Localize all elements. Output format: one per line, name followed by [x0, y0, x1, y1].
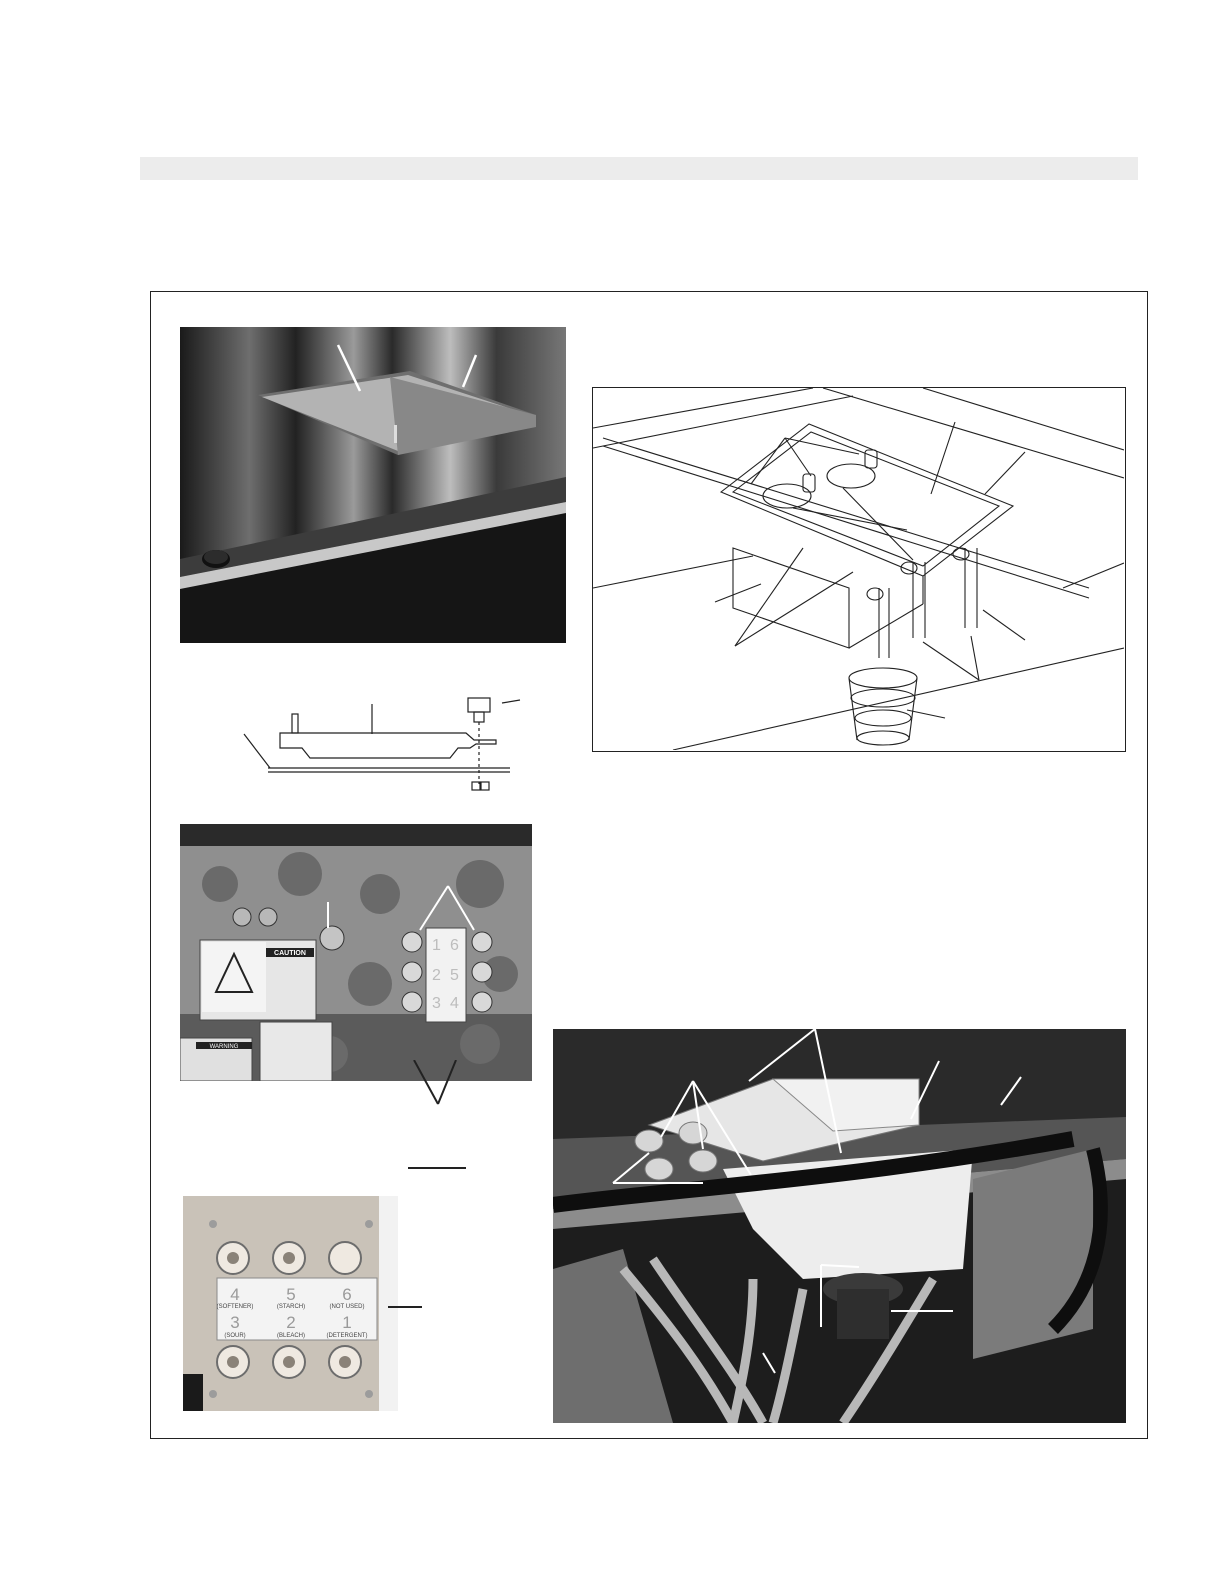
pump-label-5: 5: [286, 1285, 296, 1304]
diagram-lid-section: [240, 688, 530, 798]
photo-pump-label-closeup: [183, 1196, 398, 1411]
diagram-dispenser-assembly: [592, 387, 1126, 752]
panel-number-1: 1: [432, 937, 441, 954]
photo-pump-panel: [180, 824, 532, 1081]
photo-dispenser-installed: [553, 1029, 1126, 1423]
pump-label-leader: [388, 1302, 424, 1312]
pump-name-starch: (STARCH): [276, 1304, 306, 1310]
panel-number-5: 5: [450, 967, 459, 984]
panel-number-3: 3: [432, 995, 441, 1012]
panel-number-4: 4: [450, 995, 459, 1012]
section-header-bar: [140, 157, 1138, 180]
pump-label-6: 6: [342, 1285, 352, 1304]
pump-panel-leaders: [400, 1060, 500, 1180]
pump-label-4: 4: [230, 1285, 240, 1304]
pump-name-bleach: (BLEACH): [276, 1333, 306, 1339]
pump-label-1: 1: [342, 1313, 352, 1332]
caution-label: CAUTION: [274, 950, 306, 957]
photo-dispenser-lid: [180, 327, 566, 643]
pump-label-3: 3: [230, 1313, 240, 1332]
pump-name-softener: (SOFTENER): [216, 1304, 254, 1310]
warning-label: WARNING: [209, 1044, 239, 1050]
panel-number-6: 6: [450, 937, 459, 954]
pump-name-not-used: (NOT USED): [329, 1304, 365, 1310]
pump-name-sour: (SOUR): [224, 1333, 246, 1339]
panel-number-2: 2: [432, 967, 441, 984]
pump-name-detergent: (DETERGENT): [326, 1333, 368, 1339]
pump-label-2: 2: [286, 1313, 296, 1332]
